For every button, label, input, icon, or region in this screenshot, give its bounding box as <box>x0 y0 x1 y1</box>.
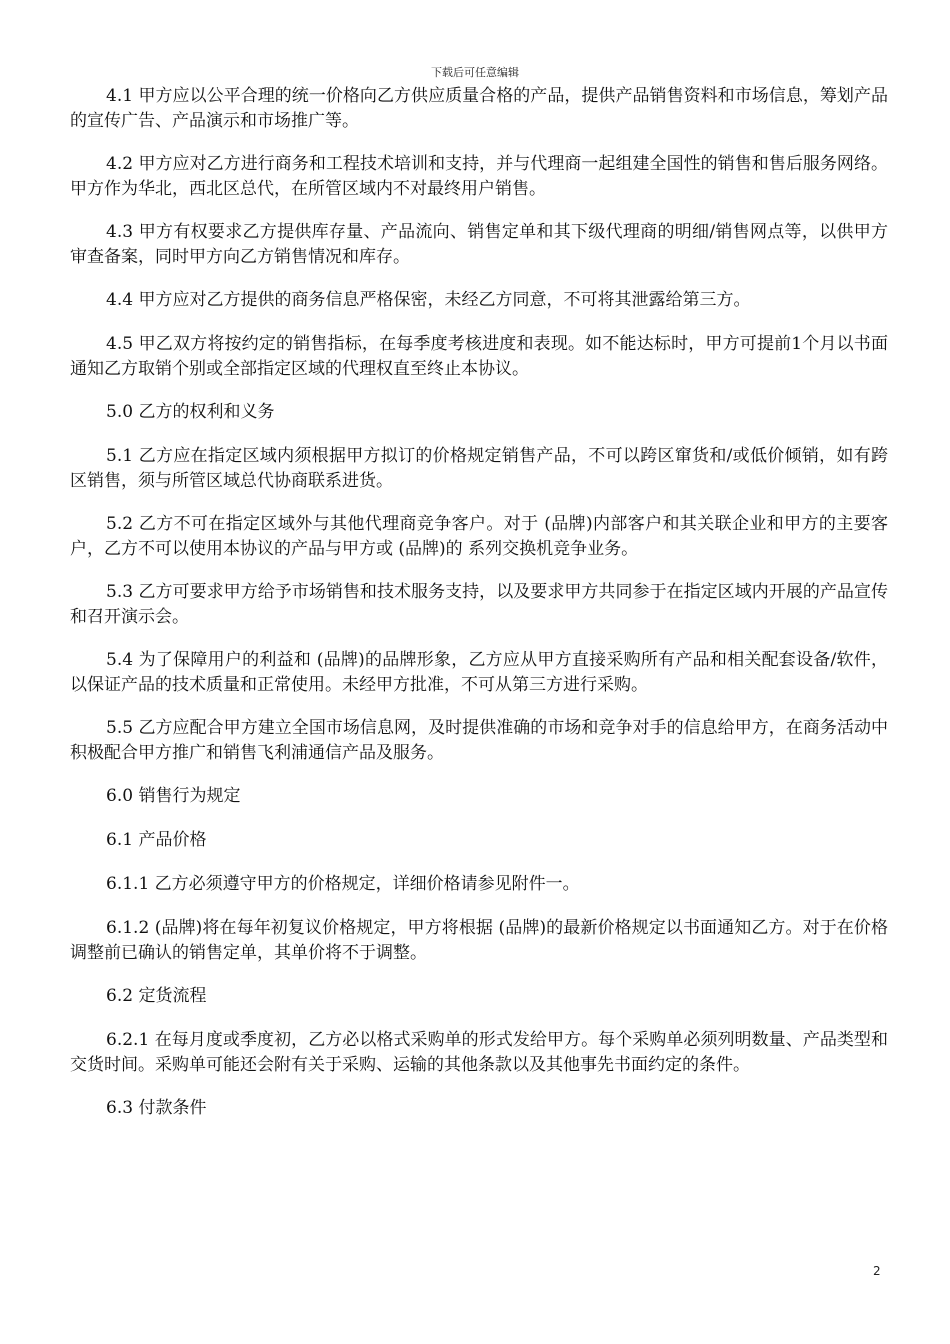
clause-4-2: 4.2 甲方应对乙方进行商务和工程技术培训和支持，并与代理商一起组建全国性的销售和售后服务网络。甲方作为华北，西北区总代，在所管区域内不对最终用户销售。 <box>70 154 888 199</box>
clause-4-5: 4.5 甲乙双方将按约定的销售指标，在每季度考核进度和表现。如不能达标时，甲方可提前1个月以书面通知乙方取销个别或全部指定区域的代理权直至终止本协议。 <box>70 334 888 379</box>
section-6-heading: 6.0 销售行为规定 <box>106 786 241 806</box>
clause-6-2-1: 6.2.1 在每月度或季度初，乙方必以格式采购单的形式发给甲方。每个采购单必须列明数量、产品类型和交货时间。采购单可能还会附有关于采购、运输的其他条款以及其他事先书面约定的条件。 <box>70 1030 888 1075</box>
clause-5-2: 5.2 乙方不可在指定区域外与其他代理商竞争客户。对于 (品牌)内部客户和其关联企业和甲方的主要客户，乙方不可以使用本协议的产品与甲方或 (品牌)的 系列交换机竞争业务。 <box>70 514 888 559</box>
page-number: 2 <box>873 1264 881 1278</box>
clause-4-1: 4.1 甲方应以公平合理的统一价格向乙方供应质量合格的产品，提供产品销售资料和市场信息，筹划产品的宣传广告、产品演示和市场推广等。 <box>70 86 888 131</box>
page-header: 下载后可任意编辑 <box>431 66 519 79</box>
clause-5-3: 5.3 乙方可要求甲方给予市场销售和技术服务支持，以及要求甲方共同参于在指定区域内开展的产品宣传和召开演示会。 <box>70 582 888 627</box>
clause-6-2-heading: 6.2 定货流程 <box>106 986 207 1006</box>
clause-6-1-1: 6.1.1 乙方必须遵守甲方的价格规定，详细价格请参见附件一。 <box>106 874 580 894</box>
clause-4-4: 4.4 甲方应对乙方提供的商务信息严格保密，未经乙方同意，不可将其泄露给第三方。 <box>106 290 751 310</box>
clause-5-5: 5.5 乙方应配合甲方建立全国市场信息网，及时提供准确的市场和竞争对手的信息给甲方，在商务活动中积极配合甲方推广和销售飞利浦通信产品及服务。 <box>70 718 888 763</box>
clause-6-1-2: 6.1.2 (品牌)将在每年初复议价格规定，甲方将根据 (品牌)的最新价格规定以书面通知乙方。对于在价格调整前已确认的销售定单，其单价将不于调整。 <box>70 918 888 963</box>
clause-6-1-heading: 6.1 产品价格 <box>106 830 207 850</box>
section-5-heading: 5.0 乙方的权利和义务 <box>106 402 275 422</box>
document-body <box>70 84 888 1140</box>
clause-4-3: 4.3 甲方有权要求乙方提供库存量、产品流向、销售定单和其下级代理商的明细/销售网点等，以供甲方审查备案，同时甲方向乙方销售情况和库存。 <box>70 222 888 267</box>
clause-5-1: 5.1 乙方应在指定区域内须根据甲方拟订的价格规定销售产品，不可以跨区窜货和/或低价倾销，如有跨区销售，须与所管区域总代协商联系进货。 <box>70 446 888 491</box>
clause-6-3-heading: 6.3 付款条件 <box>106 1098 207 1118</box>
clause-5-4: 5.4 为了保障用户的利益和 (品牌)的品牌形象，乙方应从甲方直接采购所有产品和相关配套设备/软件，以保证产品的技术质量和正常使用。未经甲方批准，不可从第三方进行采购。 <box>70 650 888 695</box>
